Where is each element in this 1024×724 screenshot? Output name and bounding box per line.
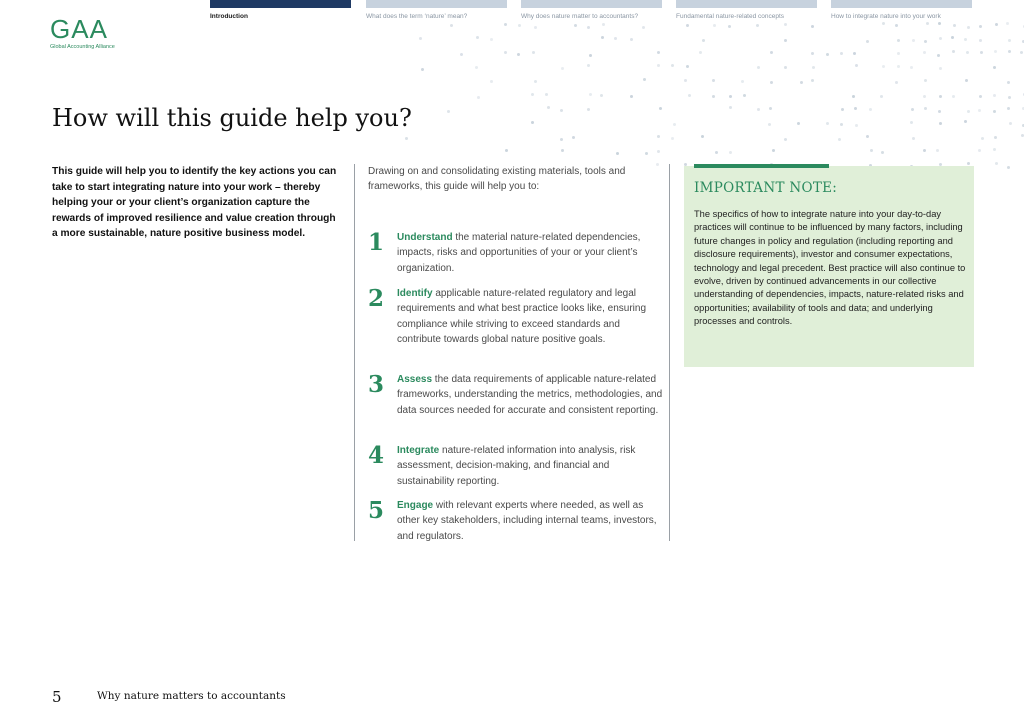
tab-label: Introduction (210, 13, 248, 20)
decorative-dot (980, 51, 983, 54)
decorative-dot (477, 96, 480, 99)
tab-indicator (521, 0, 662, 8)
note-title: IMPORTANT NOTE: (694, 180, 838, 196)
decorative-dot (979, 39, 982, 42)
decorative-dot (993, 94, 996, 97)
decorative-dot (460, 53, 463, 56)
decorative-dot (643, 78, 646, 81)
benefit-text (397, 372, 663, 418)
decorative-dot (924, 40, 927, 43)
benefit-number: 3 (368, 371, 385, 398)
decorative-dot (421, 68, 424, 71)
tab-integrate-nature[interactable] (831, 0, 972, 30)
decorative-dot (924, 107, 927, 110)
decorative-dot (561, 67, 564, 70)
decorative-dot (910, 66, 913, 69)
decorative-dot (939, 67, 942, 70)
decorative-dot (993, 148, 996, 151)
decorative-dot (880, 95, 883, 98)
decorative-dot (811, 52, 814, 55)
decorative-dot (587, 108, 590, 111)
decorative-dot (743, 94, 746, 97)
decorative-dot (811, 79, 814, 82)
decorative-dot (729, 106, 732, 109)
benefit-number: 5 (368, 497, 385, 524)
decorative-dot (784, 66, 787, 69)
benefit-number: 2 (368, 285, 385, 312)
decorative-dot (757, 108, 760, 111)
decorative-dot (490, 38, 493, 41)
benefit-keyword: Understand (397, 232, 453, 243)
decorative-dot (1007, 166, 1010, 169)
decorative-dot (601, 36, 604, 39)
decorative-dot (978, 109, 981, 112)
decorative-dot (826, 53, 829, 56)
decorative-dot (1007, 81, 1010, 84)
decorative-dot (995, 162, 998, 165)
decorative-dot (910, 121, 913, 124)
decorative-dot (561, 149, 564, 152)
decorative-dot (967, 162, 970, 165)
logo-subtitle: Global Accounting Alliance (50, 44, 115, 50)
decorative-dot (657, 51, 660, 54)
decorative-dot (912, 137, 915, 140)
decorative-dot (841, 108, 844, 111)
benefit-text (397, 286, 663, 348)
decorative-dot (659, 107, 662, 110)
decorative-dot (712, 79, 715, 82)
tab-indicator (676, 0, 817, 8)
benefits-lead: Drawing on and consolidating existing materials, tools and frameworks, this guide will help you to: (368, 166, 626, 193)
decorative-dot (993, 110, 996, 113)
benefit-description: the data requirements of applicable nature-related frameworks, understanding the metrics, methodologies, and data sources needed for accurate and consistent reporting. (397, 374, 663, 416)
decorative-dot (866, 135, 869, 138)
benefit-number: 1 (368, 229, 385, 256)
decorative-dot (1006, 22, 1009, 25)
top-navigation (210, 0, 972, 30)
decorative-dot (688, 94, 691, 97)
decorative-dot (840, 123, 843, 126)
decorative-dot (855, 124, 858, 127)
decorative-dot (854, 107, 857, 110)
decorative-dot (657, 64, 660, 67)
decorative-dot (572, 136, 575, 139)
decorative-dot (772, 149, 775, 152)
decorative-dot (838, 138, 841, 141)
decorative-dot (757, 66, 760, 69)
decorative-dot (729, 95, 732, 98)
decorative-dot (965, 79, 968, 82)
column-divider (669, 164, 670, 541)
decorative-dot (490, 80, 493, 83)
decorative-dot (939, 122, 942, 125)
decorative-dot (869, 108, 872, 111)
decorative-dot (853, 52, 856, 55)
decorative-dot (686, 65, 689, 68)
decorative-dot (560, 138, 563, 141)
decorative-dot (784, 39, 787, 42)
decorative-dot (979, 25, 982, 28)
benefit-keyword: Identify (397, 288, 433, 299)
decorative-dot (702, 39, 705, 42)
decorative-dot (978, 149, 981, 152)
tab-indicator (366, 0, 507, 8)
decorative-dot (952, 95, 955, 98)
decorative-dot (993, 66, 996, 69)
decorative-dot (671, 64, 674, 67)
page-footer (52, 688, 452, 708)
decorative-dot (1008, 39, 1011, 42)
decorative-dot (912, 39, 915, 42)
decorative-dot (784, 138, 787, 141)
decorative-dot (895, 81, 898, 84)
decorative-dot (419, 37, 422, 40)
decorative-dot (882, 65, 885, 68)
decorative-dot (657, 150, 660, 153)
decorative-dot (939, 95, 942, 98)
decorative-dot (505, 149, 508, 152)
tab-label: Why does nature matter to accountants? (521, 13, 639, 20)
decorative-dot (826, 122, 829, 125)
page-title: How will this guide help you? (52, 104, 412, 132)
benefit-text (397, 443, 663, 489)
decorative-dot (936, 149, 939, 152)
decorative-dot (1008, 50, 1011, 53)
decorative-dot (994, 136, 997, 139)
decorative-dot (923, 149, 926, 152)
benefit-description: the material nature-related dependencies, impacts, risks and opportunities of your or your client’s organization. (397, 232, 641, 274)
page-number: 5 (52, 688, 62, 706)
note-accent-bar (694, 164, 829, 168)
decorative-dot (840, 52, 843, 55)
decorative-dot (964, 38, 967, 41)
decorative-dot (866, 40, 869, 43)
decorative-dot (1020, 51, 1023, 54)
decorative-dot (630, 95, 633, 98)
benefit-description: applicable nature-related regulatory and legal requirements and what best practice looks like, ensuring compliance while striving to exceed standards and contribute towards global nature positive goals. (397, 288, 647, 346)
decorative-dot (476, 36, 479, 39)
decorative-dot (911, 108, 914, 111)
decorative-dot (504, 51, 507, 54)
decorative-dot (701, 135, 704, 138)
decorative-dot (447, 110, 450, 113)
decorative-dot (589, 54, 592, 57)
decorative-dot (1008, 96, 1011, 99)
decorative-dot (684, 79, 687, 82)
decorative-dot (534, 80, 537, 83)
decorative-dot (981, 137, 984, 140)
tab-fundamental-concepts[interactable] (676, 0, 817, 30)
column-divider (354, 164, 355, 541)
decorative-dot (994, 50, 997, 53)
decorative-dot (966, 51, 969, 54)
decorative-dot (405, 137, 408, 140)
decorative-dot (881, 151, 884, 154)
decorative-dot (589, 93, 592, 96)
tab-nature-meaning[interactable] (366, 0, 507, 30)
decorative-dot (645, 152, 648, 155)
intro-text: This guide will help you to identify the key actions you can take to start integrating nature into your work – thereby helping your or your client’s organization capture the rewards of improved resilience and value creation through a more sustainable, nature positive business model. (52, 166, 337, 240)
decorative-dot (939, 37, 942, 40)
decorative-dot-pattern (360, 20, 1024, 170)
decorative-dot (770, 51, 773, 54)
benefit-description: nature-related information into analysis, risk assessment, decision-making, and financial and sustainability reporting. (397, 445, 636, 487)
guide-benefits (368, 164, 663, 542)
decorative-dot (1009, 122, 1012, 125)
decorative-dot (870, 149, 873, 152)
decorative-dot (897, 52, 900, 55)
decorative-dot (995, 23, 998, 26)
decorative-dot (600, 94, 603, 97)
benefit-keyword: Integrate (397, 445, 440, 456)
decorative-dot (699, 51, 702, 54)
decorative-dot (630, 38, 633, 41)
decorative-dot (967, 110, 970, 113)
benefit-number: 4 (368, 442, 385, 469)
decorative-dot (938, 110, 941, 113)
decorative-dot (951, 36, 954, 39)
gaa-logo[interactable] (50, 16, 130, 50)
tab-why-nature-matters[interactable] (521, 0, 662, 30)
decorative-dot (852, 95, 855, 98)
decorative-dot (657, 135, 660, 138)
note-body: The specifics of how to integrate nature into your day-to-day practices will continue to be influenced by many factors, including future changes in policy and regulation (including reporting and disclosure requirements), investor and consumer expectations, technology and legal precedent. Best practice will also continue to evolve, driven by continued advancements in our collective understanding of dependencies, impacts, nature-related risks and opportunities; availability of tools and data; and underlying processes and controls. (694, 209, 966, 327)
decorative-dot (547, 106, 550, 109)
decorative-dot (715, 151, 718, 154)
decorative-dot (797, 122, 800, 125)
decorative-dot (560, 109, 563, 112)
logo-mark: GAA (50, 14, 108, 44)
decorative-dot (729, 151, 732, 154)
decorative-dot (770, 81, 773, 84)
decorative-dot (741, 80, 744, 83)
decorative-dot (671, 137, 674, 140)
footer-title: Why nature matters to accountants (97, 690, 286, 702)
tab-introduction[interactable] (210, 0, 351, 30)
decorative-dot (979, 95, 982, 98)
benefit-text (397, 498, 663, 544)
decorative-dot (923, 95, 926, 98)
decorative-dot (855, 64, 858, 67)
decorative-dot (897, 39, 900, 42)
decorative-dot (800, 81, 803, 84)
decorative-dot (531, 93, 534, 96)
decorative-dot (937, 54, 940, 57)
decorative-dot (952, 50, 955, 53)
decorative-dot (517, 53, 520, 56)
decorative-dot (1007, 107, 1010, 110)
decorative-dot (673, 123, 676, 126)
decorative-dot (812, 66, 815, 69)
decorative-dot (712, 95, 715, 98)
decorative-dot (532, 51, 535, 54)
decorative-dot (545, 93, 548, 96)
tab-indicator (210, 0, 351, 8)
decorative-dot (768, 123, 771, 126)
decorative-dot (923, 51, 926, 54)
decorative-dot (769, 107, 772, 110)
decorative-dot (897, 65, 900, 68)
benefit-description: with relevant experts where needed, as well as other key stakeholders, including internal teams, investors, and regulators. (397, 500, 657, 542)
tab-label: How to integrate nature into your work (831, 13, 941, 20)
decorative-dot (616, 152, 619, 155)
tab-label: Fundamental nature-related concepts (676, 13, 785, 20)
decorative-dot (964, 120, 967, 123)
tab-label: What does the term ‘nature’ mean? (366, 13, 468, 20)
decorative-dot (924, 79, 927, 82)
important-note-box (684, 166, 974, 367)
benefit-keyword: Assess (397, 374, 433, 385)
decorative-dot (475, 66, 478, 69)
benefit-keyword: Engage (397, 500, 434, 511)
benefit-text (397, 230, 663, 276)
decorative-dot (614, 37, 617, 40)
decorative-dot (587, 64, 590, 67)
decorative-dot (531, 121, 534, 124)
tab-indicator (831, 0, 972, 8)
